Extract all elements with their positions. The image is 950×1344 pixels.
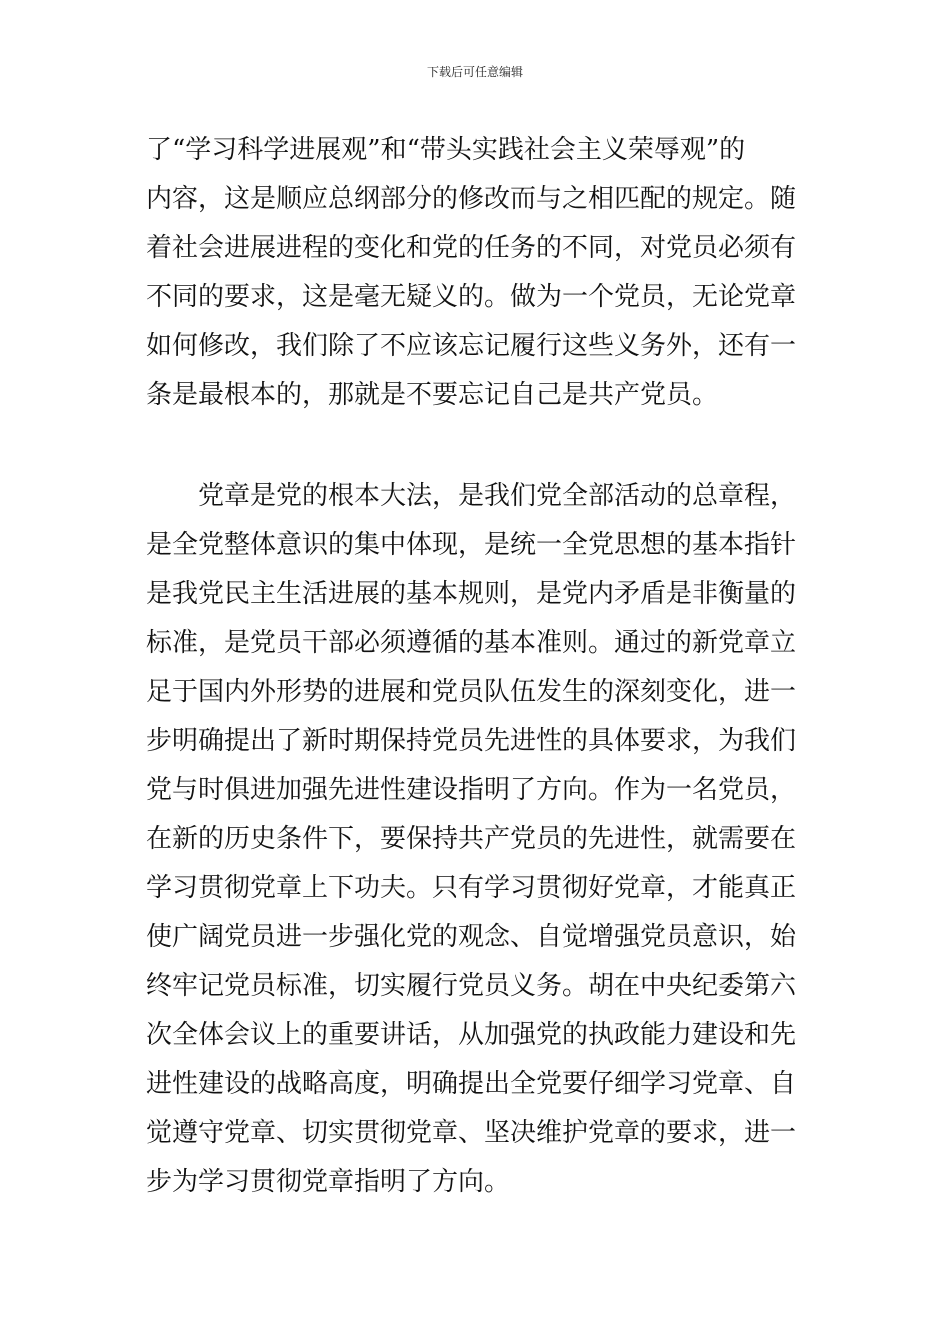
text-line: 是我党民主生活进展的基本规则，是党内矛盾是非衡量的 bbox=[146, 579, 797, 609]
paragraph-1 bbox=[146, 126, 806, 420]
text-line: 觉遵守党章、切实贯彻党章、坚决维护党章的要求，进一 bbox=[146, 1118, 797, 1148]
text-line: 在新的历史条件下，要保持共产党员的先进性，就需要在 bbox=[146, 824, 797, 854]
text-line: 党章是党的根本大法，是我们党全部活动的总章程， bbox=[146, 481, 797, 511]
paragraph-2 bbox=[146, 472, 806, 1207]
text-line: 不同的要求，这是毫无疑义的。做为一个党员，无论党章 bbox=[146, 282, 797, 312]
text-line: 内容，这是顺应总纲部分的修改而与之相匹配的规定。随 bbox=[146, 184, 797, 214]
text-line: 足于国内外形势的进展和党员队伍发生的深刻变化，进一 bbox=[146, 677, 797, 707]
text-line: 如何修改，我们除了不应该忘记履行这些义务外，还有一 bbox=[146, 331, 797, 361]
text-line: 着社会进展进程的变化和党的任务的不同，对党员必须有 bbox=[146, 233, 797, 263]
text-line: 条是最根本的，那就是不要忘记自己是共产党员。 bbox=[146, 380, 719, 410]
text-line: 次全体会议上的重要讲话，从加强党的执政能力建设和先 bbox=[146, 1020, 797, 1050]
text-line: 是全党整体意识的集中体现，是统一全党思想的基本指针 bbox=[146, 530, 797, 560]
text-line: 终牢记党员标准，切实履行党员义务。胡在中央纪委第六 bbox=[146, 971, 797, 1001]
text-line: 标准，是党员干部必须遵循的基本准则。通过的新党章立 bbox=[146, 628, 797, 658]
text-line: 步为学习贯彻党章指明了方向。 bbox=[146, 1167, 511, 1197]
text-line: 进性建设的战略高度，明确提出全党要仔细学习党章、自 bbox=[146, 1069, 797, 1099]
text-line: 了“学习科学进展观”和“带头实践社会主义荣辱观”的 bbox=[146, 135, 746, 165]
text-line: 步明确提出了新时期保持党员先进性的具体要求，为我们 bbox=[146, 726, 797, 756]
text-line: 使广阔党员进一步强化党的观念、自觉增强党员意识，始 bbox=[146, 922, 797, 952]
text-line: 学习贯彻党章上下功夫。只有学习贯彻好党章，才能真正 bbox=[146, 873, 797, 903]
text-line: 党与时俱进加强先进性建设指明了方向。作为一名党员， bbox=[146, 775, 797, 805]
page-header: 下载后可任意编辑 bbox=[426, 65, 523, 79]
